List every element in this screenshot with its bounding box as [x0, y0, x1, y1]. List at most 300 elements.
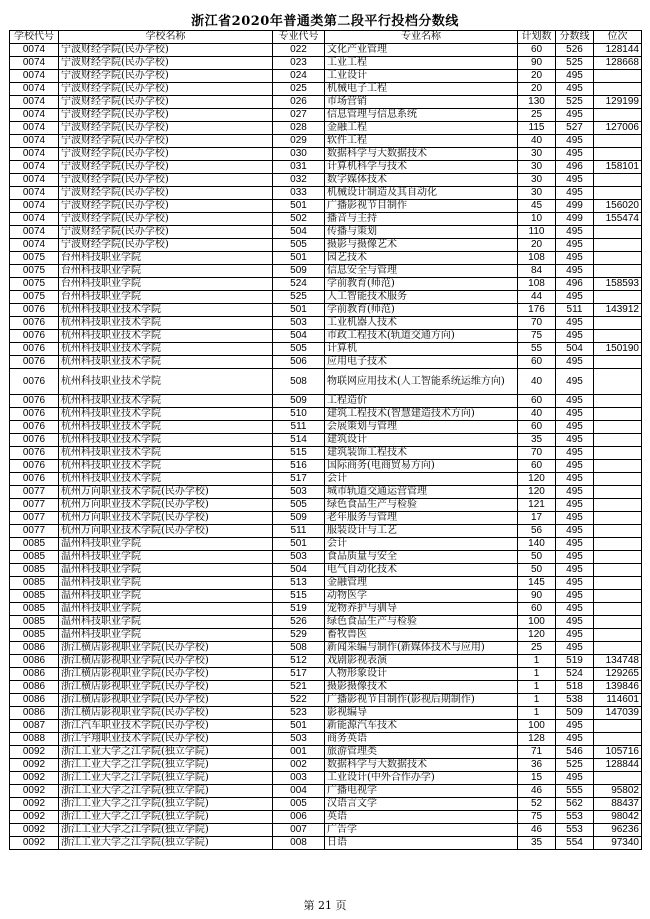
- major-code-cell: 515: [273, 447, 325, 460]
- major-code-cell: 501: [273, 252, 325, 265]
- school-name-cell: 宁波财经学院(民办学校): [59, 200, 273, 213]
- score-line-cell: 496: [556, 278, 594, 291]
- table-row: [10, 811, 642, 824]
- major-code-cell: 514: [273, 434, 325, 447]
- plan-count-cell: 60: [518, 460, 556, 473]
- school-code-cell: 0092: [10, 798, 59, 811]
- school-name-cell: 杭州科技职业技术学院: [59, 369, 273, 395]
- major-code-cell: 519: [273, 603, 325, 616]
- rank-cell: [594, 135, 642, 148]
- plan-count-cell: 71: [518, 746, 556, 759]
- rank-cell: 147039: [594, 707, 642, 720]
- major-name-cell: 传播与策划: [325, 226, 518, 239]
- plan-count-cell: 108: [518, 278, 556, 291]
- plan-count-cell: 84: [518, 265, 556, 278]
- school-code-cell: 0074: [10, 96, 59, 109]
- rank-cell: 150190: [594, 343, 642, 356]
- plan-count-cell: 70: [518, 317, 556, 330]
- school-name-cell: 宁波财经学院(民办学校): [59, 122, 273, 135]
- school-name-cell: 浙江横店影视职业学院(民办学校): [59, 694, 273, 707]
- major-name-cell: 园艺技术: [325, 252, 518, 265]
- rank-cell: 114601: [594, 694, 642, 707]
- major-code-cell: 503: [273, 486, 325, 499]
- school-name-cell: 杭州科技职业技术学院: [59, 304, 273, 317]
- plan-count-cell: 1: [518, 668, 556, 681]
- score-line-cell: 495: [556, 226, 594, 239]
- major-name-cell: 摄影与摄像艺术: [325, 239, 518, 252]
- table-row: [10, 421, 642, 434]
- score-line-cell: 495: [556, 564, 594, 577]
- major-code-cell: 506: [273, 356, 325, 369]
- major-code-cell: 031: [273, 161, 325, 174]
- school-code-cell: 0074: [10, 44, 59, 57]
- table-row: [10, 278, 642, 291]
- score-line-cell: 525: [556, 759, 594, 772]
- table-row: [10, 681, 642, 694]
- major-code-cell: 027: [273, 109, 325, 122]
- table-row: [10, 200, 642, 213]
- major-name-cell: 会计: [325, 473, 518, 486]
- table-row: [10, 369, 642, 395]
- rank-cell: [594, 434, 642, 447]
- major-name-cell: 畜牧兽医: [325, 629, 518, 642]
- school-code-cell: 0075: [10, 291, 59, 304]
- plan-count-cell: 60: [518, 603, 556, 616]
- rank-cell: [594, 291, 642, 304]
- rank-cell: 158593: [594, 278, 642, 291]
- major-name-cell: 新闻采编与制作(新媒体技术与应用): [325, 642, 518, 655]
- major-name-cell: 金融管理: [325, 577, 518, 590]
- score-line-cell: 499: [556, 200, 594, 213]
- rank-cell: 134748: [594, 655, 642, 668]
- table-row: [10, 720, 642, 733]
- rank-cell: [594, 252, 642, 265]
- plan-count-cell: 108: [518, 252, 556, 265]
- plan-count-cell: 128: [518, 733, 556, 746]
- rank-cell: [594, 239, 642, 252]
- school-code-cell: 0075: [10, 278, 59, 291]
- rank-cell: 127006: [594, 122, 642, 135]
- score-line-cell: 495: [556, 187, 594, 200]
- school-code-cell: 0074: [10, 161, 59, 174]
- major-code-cell: 023: [273, 57, 325, 70]
- school-code-cell: 0074: [10, 213, 59, 226]
- rank-cell: [594, 421, 642, 434]
- score-line-cell: 495: [556, 460, 594, 473]
- score-line-cell: 555: [556, 785, 594, 798]
- school-code-cell: 0092: [10, 811, 59, 824]
- major-name-cell: 软件工程: [325, 135, 518, 148]
- table-row: [10, 330, 642, 343]
- plan-count-cell: 55: [518, 343, 556, 356]
- table-row: [10, 538, 642, 551]
- score-line-cell: 495: [556, 395, 594, 408]
- school-code-cell: 0092: [10, 759, 59, 772]
- school-name-cell: 温州科技职业学院: [59, 629, 273, 642]
- major-code-cell: 504: [273, 226, 325, 239]
- major-name-cell: 学前教育(师范): [325, 304, 518, 317]
- school-name-cell: 宁波财经学院(民办学校): [59, 83, 273, 96]
- major-name-cell: 计算机科学与技术: [325, 161, 518, 174]
- major-code-cell: 511: [273, 421, 325, 434]
- table-row: [10, 551, 642, 564]
- plan-count-cell: 75: [518, 330, 556, 343]
- major-code-cell: 004: [273, 785, 325, 798]
- rank-cell: 128844: [594, 759, 642, 772]
- table-row: [10, 304, 642, 317]
- major-code-cell: 025: [273, 83, 325, 96]
- major-name-cell: 日语: [325, 837, 518, 850]
- plan-count-cell: 50: [518, 564, 556, 577]
- rank-cell: [594, 408, 642, 421]
- school-code-cell: 0074: [10, 226, 59, 239]
- major-name-cell: 广播影视节目制作(影视后期制作): [325, 694, 518, 707]
- rank-cell: [594, 603, 642, 616]
- score-line-cell: 495: [556, 70, 594, 83]
- school-name-cell: 温州科技职业学院: [59, 577, 273, 590]
- score-line-cell: 509: [556, 707, 594, 720]
- school-code-cell: 0076: [10, 304, 59, 317]
- rank-cell: [594, 577, 642, 590]
- score-line-cell: 495: [556, 356, 594, 369]
- table-row: [10, 655, 642, 668]
- rank-cell: [594, 629, 642, 642]
- major-code-cell: 509: [273, 265, 325, 278]
- school-name-cell: 杭州科技职业技术学院: [59, 343, 273, 356]
- rank-cell: 129199: [594, 96, 642, 109]
- table-row: [10, 564, 642, 577]
- score-line-cell: 495: [556, 408, 594, 421]
- school-name-cell: 杭州科技职业技术学院: [59, 395, 273, 408]
- table-row: [10, 408, 642, 421]
- school-name-cell: 台州科技职业学院: [59, 291, 273, 304]
- major-code-cell: 508: [273, 642, 325, 655]
- score-line-cell: 495: [556, 512, 594, 525]
- major-name-cell: 旅游管理类: [325, 746, 518, 759]
- score-line-cell: 527: [556, 122, 594, 135]
- table-row: [10, 226, 642, 239]
- rank-cell: [594, 109, 642, 122]
- school-name-cell: 宁波财经学院(民办学校): [59, 96, 273, 109]
- major-name-cell: 广播影视节目制作: [325, 200, 518, 213]
- table-row: [10, 746, 642, 759]
- score-line-cell: 495: [556, 434, 594, 447]
- header-plan-count: 计划数: [518, 31, 556, 44]
- school-name-cell: 温州科技职业学院: [59, 616, 273, 629]
- table-row: [10, 837, 642, 850]
- rank-cell: 98042: [594, 811, 642, 824]
- school-code-cell: 0085: [10, 564, 59, 577]
- plan-count-cell: 46: [518, 824, 556, 837]
- major-code-cell: 026: [273, 96, 325, 109]
- school-name-cell: 浙江横店影视职业学院(民办学校): [59, 707, 273, 720]
- school-name-cell: 温州科技职业学院: [59, 538, 273, 551]
- school-code-cell: 0075: [10, 252, 59, 265]
- table-row: [10, 694, 642, 707]
- major-code-cell: 024: [273, 70, 325, 83]
- major-name-cell: 广告学: [325, 824, 518, 837]
- score-line-cell: 495: [556, 174, 594, 187]
- school-name-cell: 浙江宇翔职业技术学院(民办学校): [59, 733, 273, 746]
- score-line-cell: 495: [556, 239, 594, 252]
- header-rank: 位次: [594, 31, 642, 44]
- major-code-cell: 529: [273, 629, 325, 642]
- table-row: [10, 187, 642, 200]
- score-line-cell: 495: [556, 369, 594, 395]
- school-name-cell: 杭州科技职业技术学院: [59, 473, 273, 486]
- school-code-cell: 0075: [10, 265, 59, 278]
- rank-cell: 139846: [594, 681, 642, 694]
- score-line-cell: 554: [556, 837, 594, 850]
- score-line-cell: 495: [556, 538, 594, 551]
- school-code-cell: 0086: [10, 642, 59, 655]
- table-row: [10, 70, 642, 83]
- school-name-cell: 浙江横店影视职业学院(民办学校): [59, 668, 273, 681]
- plan-count-cell: 45: [518, 200, 556, 213]
- school-name-cell: 宁波财经学院(民办学校): [59, 109, 273, 122]
- rank-cell: [594, 733, 642, 746]
- school-code-cell: 0074: [10, 187, 59, 200]
- school-name-cell: 杭州科技职业技术学院: [59, 434, 273, 447]
- school-code-cell: 0076: [10, 369, 59, 395]
- table-row: [10, 460, 642, 473]
- plan-count-cell: 52: [518, 798, 556, 811]
- table-row: [10, 83, 642, 96]
- rank-cell: [594, 187, 642, 200]
- school-name-cell: 浙江横店影视职业学院(民办学校): [59, 655, 273, 668]
- rank-cell: [594, 772, 642, 785]
- table-row: [10, 668, 642, 681]
- school-name-cell: 宁波财经学院(民办学校): [59, 226, 273, 239]
- school-code-cell: 0085: [10, 629, 59, 642]
- major-name-cell: 汉语言文学: [325, 798, 518, 811]
- score-line-cell: 496: [556, 161, 594, 174]
- major-name-cell: 数据科学与大数据技术: [325, 148, 518, 161]
- table-row: [10, 798, 642, 811]
- major-code-cell: 503: [273, 551, 325, 564]
- header-major-code: 专业代号: [273, 31, 325, 44]
- major-code-cell: 516: [273, 460, 325, 473]
- school-code-cell: 0077: [10, 486, 59, 499]
- school-name-cell: 台州科技职业学院: [59, 265, 273, 278]
- rank-cell: 158101: [594, 161, 642, 174]
- plan-count-cell: 20: [518, 239, 556, 252]
- plan-count-cell: 110: [518, 226, 556, 239]
- score-line-cell: 495: [556, 642, 594, 655]
- plan-count-cell: 75: [518, 811, 556, 824]
- rank-cell: [594, 70, 642, 83]
- major-code-cell: 510: [273, 408, 325, 421]
- major-code-cell: 524: [273, 278, 325, 291]
- score-line-cell: 495: [556, 473, 594, 486]
- school-code-cell: 0074: [10, 239, 59, 252]
- school-code-cell: 0074: [10, 57, 59, 70]
- major-name-cell: 英语: [325, 811, 518, 824]
- table-row: [10, 213, 642, 226]
- score-line-cell: 525: [556, 57, 594, 70]
- plan-count-cell: 90: [518, 590, 556, 603]
- school-name-cell: 浙江横店影视职业学院(民办学校): [59, 642, 273, 655]
- score-line-cell: 495: [556, 772, 594, 785]
- rank-cell: 129265: [594, 668, 642, 681]
- rank-cell: [594, 525, 642, 538]
- score-line-cell: 495: [556, 135, 594, 148]
- major-name-cell: 市政工程技术(轨道交通方向): [325, 330, 518, 343]
- rank-cell: [594, 499, 642, 512]
- school-code-cell: 0076: [10, 408, 59, 421]
- major-name-cell: 文化产业管理: [325, 44, 518, 57]
- rank-cell: [594, 369, 642, 395]
- school-name-cell: 浙江工业大学之江学院(独立学院): [59, 759, 273, 772]
- school-name-cell: 宁波财经学院(民办学校): [59, 187, 273, 200]
- rank-cell: [594, 317, 642, 330]
- score-line-cell: 495: [556, 733, 594, 746]
- rank-cell: [594, 356, 642, 369]
- plan-count-cell: 40: [518, 135, 556, 148]
- school-name-cell: 温州科技职业学院: [59, 564, 273, 577]
- plan-count-cell: 40: [518, 408, 556, 421]
- school-name-cell: 杭州万向职业技术学院(民办学校): [59, 486, 273, 499]
- table-row: [10, 356, 642, 369]
- table-row: [10, 291, 642, 304]
- plan-count-cell: 40: [518, 369, 556, 395]
- school-name-cell: 宁波财经学院(民办学校): [59, 44, 273, 57]
- score-line-cell: 495: [556, 486, 594, 499]
- plan-count-cell: 25: [518, 109, 556, 122]
- score-line-cell: 495: [556, 577, 594, 590]
- school-name-cell: 台州科技职业学院: [59, 278, 273, 291]
- rank-cell: [594, 512, 642, 525]
- major-name-cell: 绿色食品生产与检验: [325, 499, 518, 512]
- school-code-cell: 0092: [10, 746, 59, 759]
- plan-count-cell: 140: [518, 538, 556, 551]
- rank-cell: [594, 226, 642, 239]
- plan-count-cell: 15: [518, 772, 556, 785]
- school-name-cell: 浙江工业大学之江学院(独立学院): [59, 811, 273, 824]
- plan-count-cell: 36: [518, 759, 556, 772]
- plan-count-cell: 20: [518, 83, 556, 96]
- major-name-cell: 会展策划与管理: [325, 421, 518, 434]
- school-code-cell: 0076: [10, 447, 59, 460]
- table-row: [10, 343, 642, 356]
- school-code-cell: 0076: [10, 356, 59, 369]
- major-name-cell: 广播电视学: [325, 785, 518, 798]
- school-name-cell: 温州科技职业学院: [59, 590, 273, 603]
- page-title: 浙江省2020年普通类第二段平行投档分数线: [191, 14, 459, 29]
- plan-count-cell: 145: [518, 577, 556, 590]
- score-line-cell: 495: [556, 525, 594, 538]
- school-name-cell: 宁波财经学院(民办学校): [59, 57, 273, 70]
- score-line-cell: 495: [556, 603, 594, 616]
- header-school-code: 学校代号: [10, 31, 59, 44]
- header-major-name: 专业名称: [325, 31, 518, 44]
- major-code-cell: 513: [273, 577, 325, 590]
- major-code-cell: 523: [273, 707, 325, 720]
- school-code-cell: 0074: [10, 83, 59, 96]
- plan-count-cell: 120: [518, 473, 556, 486]
- major-code-cell: 505: [273, 343, 325, 356]
- major-code-cell: 526: [273, 616, 325, 629]
- major-code-cell: 504: [273, 564, 325, 577]
- rank-cell: 156020: [594, 200, 642, 213]
- table-row: [10, 772, 642, 785]
- school-code-cell: 0076: [10, 395, 59, 408]
- school-name-cell: 浙江工业大学之江学院(独立学院): [59, 798, 273, 811]
- table-row: [10, 590, 642, 603]
- table-row: [10, 473, 642, 486]
- plan-count-cell: 20: [518, 70, 556, 83]
- school-code-cell: 0076: [10, 343, 59, 356]
- score-line-cell: 495: [556, 447, 594, 460]
- major-code-cell: 006: [273, 811, 325, 824]
- major-name-cell: 摄影摄像技术: [325, 681, 518, 694]
- table-row: [10, 57, 642, 70]
- major-name-cell: 计算机: [325, 343, 518, 356]
- school-name-cell: 杭州科技职业技术学院: [59, 356, 273, 369]
- rank-cell: [594, 460, 642, 473]
- table-row: [10, 148, 642, 161]
- plan-count-cell: 60: [518, 421, 556, 434]
- school-code-cell: 0086: [10, 707, 59, 720]
- table-row: [10, 824, 642, 837]
- school-code-cell: 0085: [10, 551, 59, 564]
- plan-count-cell: 1: [518, 681, 556, 694]
- school-code-cell: 0074: [10, 200, 59, 213]
- school-name-cell: 宁波财经学院(民办学校): [59, 239, 273, 252]
- school-code-cell: 0088: [10, 733, 59, 746]
- plan-count-cell: 70: [518, 447, 556, 460]
- school-name-cell: 温州科技职业学院: [59, 603, 273, 616]
- major-code-cell: 501: [273, 200, 325, 213]
- table-row: [10, 96, 642, 109]
- school-code-cell: 0076: [10, 473, 59, 486]
- plan-count-cell: 90: [518, 57, 556, 70]
- major-code-cell: 505: [273, 239, 325, 252]
- school-code-cell: 0074: [10, 148, 59, 161]
- rank-cell: 88437: [594, 798, 642, 811]
- rank-cell: [594, 447, 642, 460]
- plan-count-cell: 60: [518, 356, 556, 369]
- rank-cell: 97340: [594, 837, 642, 850]
- plan-count-cell: 44: [518, 291, 556, 304]
- school-name-cell: 宁波财经学院(民办学校): [59, 148, 273, 161]
- school-code-cell: 0086: [10, 681, 59, 694]
- score-line-cell: 495: [556, 590, 594, 603]
- plan-count-cell: 1: [518, 707, 556, 720]
- plan-count-cell: 120: [518, 629, 556, 642]
- plan-count-cell: 56: [518, 525, 556, 538]
- rank-cell: 105716: [594, 746, 642, 759]
- school-code-cell: 0092: [10, 837, 59, 850]
- major-name-cell: 会计: [325, 538, 518, 551]
- major-code-cell: 509: [273, 512, 325, 525]
- school-code-cell: 0092: [10, 785, 59, 798]
- rank-cell: [594, 148, 642, 161]
- score-line-cell: 562: [556, 798, 594, 811]
- plan-count-cell: 30: [518, 187, 556, 200]
- major-code-cell: 508: [273, 369, 325, 395]
- school-name-cell: 浙江汽车职业技术学院(民办学校): [59, 720, 273, 733]
- major-code-cell: 504: [273, 330, 325, 343]
- school-code-cell: 0074: [10, 135, 59, 148]
- school-code-cell: 0076: [10, 421, 59, 434]
- plan-count-cell: 60: [518, 44, 556, 57]
- major-name-cell: 建筑装饰工程技术: [325, 447, 518, 460]
- plan-count-cell: 35: [518, 434, 556, 447]
- school-name-cell: 杭州科技职业技术学院: [59, 330, 273, 343]
- plan-count-cell: 100: [518, 720, 556, 733]
- major-name-cell: 工程造价: [325, 395, 518, 408]
